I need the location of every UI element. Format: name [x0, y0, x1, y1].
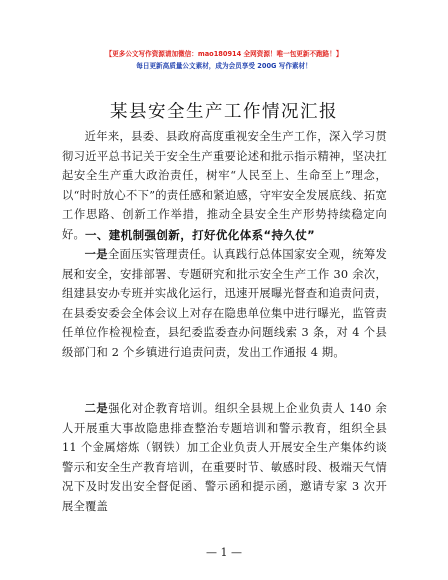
body-paragraph-1	[62, 245, 387, 363]
paragraph-text: 全面压实管理责任。认真践行总体国家安全观，统筹发展和安全，安排部署、专题研究和批示安全生产工作 30 余次，组建县安办专班并实战化运行，迅速开展曝光督查和追责问责，在县委安委会全体会议上对存在隐患单位集中进行曝光，监管责任单位作检视检查，县纪委监委查办问题线索 3 条，对 4 个县级部门和 2 个乡镇进行追责问责，发出工作通报 4 期。	[62, 248, 387, 359]
page-number: — 1 —	[206, 546, 242, 559]
promo-banner-line-2: 每日更新高质量公文素材，成为会员享受 200G 写作素材！	[136, 62, 312, 70]
body-paragraph-2	[62, 399, 387, 517]
paragraph-lead: 一是	[84, 248, 108, 261]
document-title: 某县安全生产工作情况汇报	[110, 102, 338, 122]
promo-banner-line-1: 【更多公文写作资源请加微信：mao180914 全网资源！唯一包更新不跑路！】	[105, 50, 343, 58]
paragraph-text: 强化对企教育培训。组织全县规上企业负责人 140 余人开展重大事故隐患排查整治专题培训和警示教育，组织全县 11 个金属熔炼（钢铁）加工企业负责人开展安全生产集体约谈警示和安全生产教育培训，在重要时节、敏感时段、极端天气情况下及时发出安全督促函、警示函和提示函，邀请专家 3 次开展全覆盖	[62, 402, 387, 513]
paragraph-lead: 二是	[84, 402, 109, 415]
intro-paragraph: 近年来，县委、县政府高度重视安全生产工作，深入学习贯彻习近平总书记关于安全生产重要论述和批示指示精神，坚决扛起安全生产重大政治责任，树牢“人民至上、生命至上”理念，以“时时放心不下”的责任感和紧迫感，守牢安全发展底线、拓宽工作思路、创新工作举措，推动全县安全生产形势持续稳定向好。	[62, 130, 387, 241]
section-heading: 一、建机制强创新，打好优化体系“持久仗”	[85, 228, 316, 242]
